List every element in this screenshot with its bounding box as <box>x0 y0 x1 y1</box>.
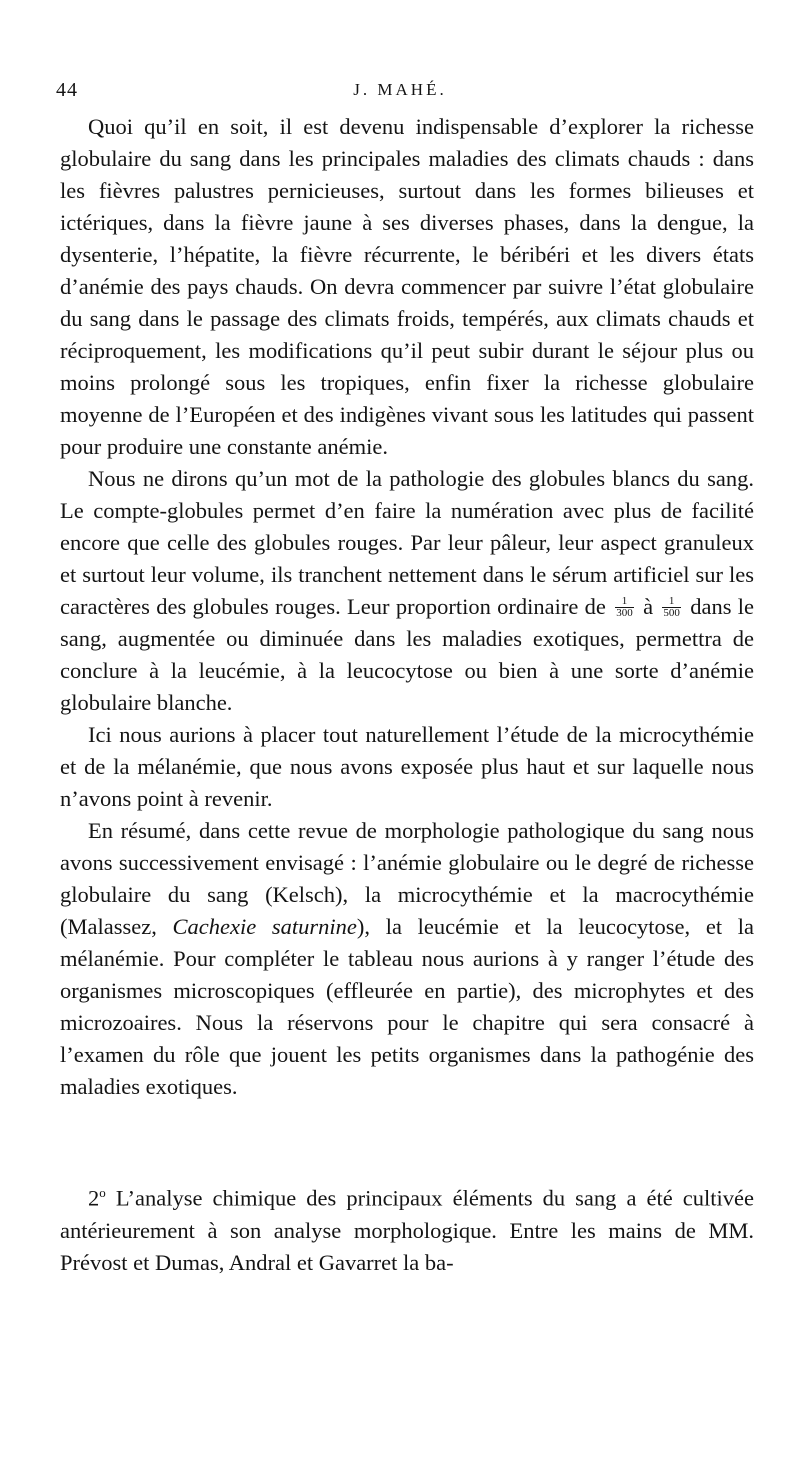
body-text <box>60 111 754 1279</box>
italic-title: Cachexie saturnine <box>172 914 357 939</box>
paragraph-analyse-chimique <box>60 1177 754 1279</box>
paragraph-text: dans le sang, augmentée ou diminuée dans les maladies exotiques, permettra de conclure à la leucémie, à la leucocytose ou bien à une sorte d’anémie globulaire blanche. <box>60 594 755 715</box>
ordinal-mark: o <box>99 1185 106 1200</box>
paragraph-text: En résumé, dans cette revue de morphologie pathologique du sang nous avons successivement envisagé : l’anémie globulaire ou le degré de richesse globulaire du sang (Kelsch), la microcythémie et la macrocythémie (Malassez, <box>60 818 754 939</box>
paragraph-microcythemie: Ici nous aurions à placer tout naturellement l’étude de la microcythémie et de la mélanémie, que nous avons exposée plus haut et sur laquelle nous n’avons point à revenir. <box>60 722 754 811</box>
paragraph-text: L’analyse chimique des principaux éléments du sang a été cultivée antérieurement à son analyse morphologique. Entre les mains de MM. Prévost et Dumas, Andral et Gavarret la ba- <box>60 1185 755 1275</box>
fraction-one-five-hundredth <box>662 596 681 619</box>
paragraph-text: Nous ne dirons qu’un mot de la pathologie des globules blancs du sang. Le compte-globules permet d’en faire la numération avec plus de facilité encore que celle des globules rouges. Par leur pâleur, leur aspect granuleux et surtout leur volume, ils tranchent nettement dans le sérum artificiel sur les caractères des globules rouges. Leur proportion ordinaire de <box>60 466 754 619</box>
paragraph-globules-blancs <box>60 463 754 719</box>
running-head: J. MAHÉ. <box>353 80 447 99</box>
paragraph-resume <box>60 815 754 1103</box>
paragraph-text: ), la leucémie et la leucocytose, et la mélanémie. Pour compléter le tableau nous aurions à y ranger l’étude des organismes microscopiques (effleurée en partie), des microphytes et des microzoaires. Nous la réservons pour le chapitre qui sera consacré à l’examen du rôle que jouent les petits organismes dans la pathogénie des maladies exotiques. <box>60 914 754 1099</box>
section-number: 2 <box>88 1185 100 1211</box>
page-number: 44 <box>56 79 78 101</box>
fraction-denominator: 500 <box>663 606 680 619</box>
fraction-numerator: 1 <box>662 596 681 608</box>
fraction-denominator: 300 <box>616 606 633 619</box>
fraction-one-three-hundredth <box>615 596 634 619</box>
fraction-numerator: 1 <box>615 596 634 608</box>
paragraph-richesse-globulaire: Quoi qu’il en soit, il est devenu indispensable d’explorer la richesse globulaire du sang dans les principales maladies des climats chauds : dans les fièvres palustres pernicieuses, surtout dans les formes bilieuses et ictériques, dans la fièvre jaune à ses diverses phases, dans la dengue, la dysenterie, l’hépatite, la fièvre récurrente, le béribéri et les divers états d’anémie des pays chauds. On devra commencer par suivre l’état globulaire du sang dans le passage des climats froids, tempérés, aux climats chauds et réciproquement, les modifications qu’il peut subir durant le séjour plus ou moins prolongé sous les tropiques, enfin fixer la richesse globulaire moyenne de l’Européen et des indigènes vivant sous les latitudes qui passent pour produire une constante anémie. <box>60 114 754 459</box>
paragraph-text: à <box>643 594 654 619</box>
